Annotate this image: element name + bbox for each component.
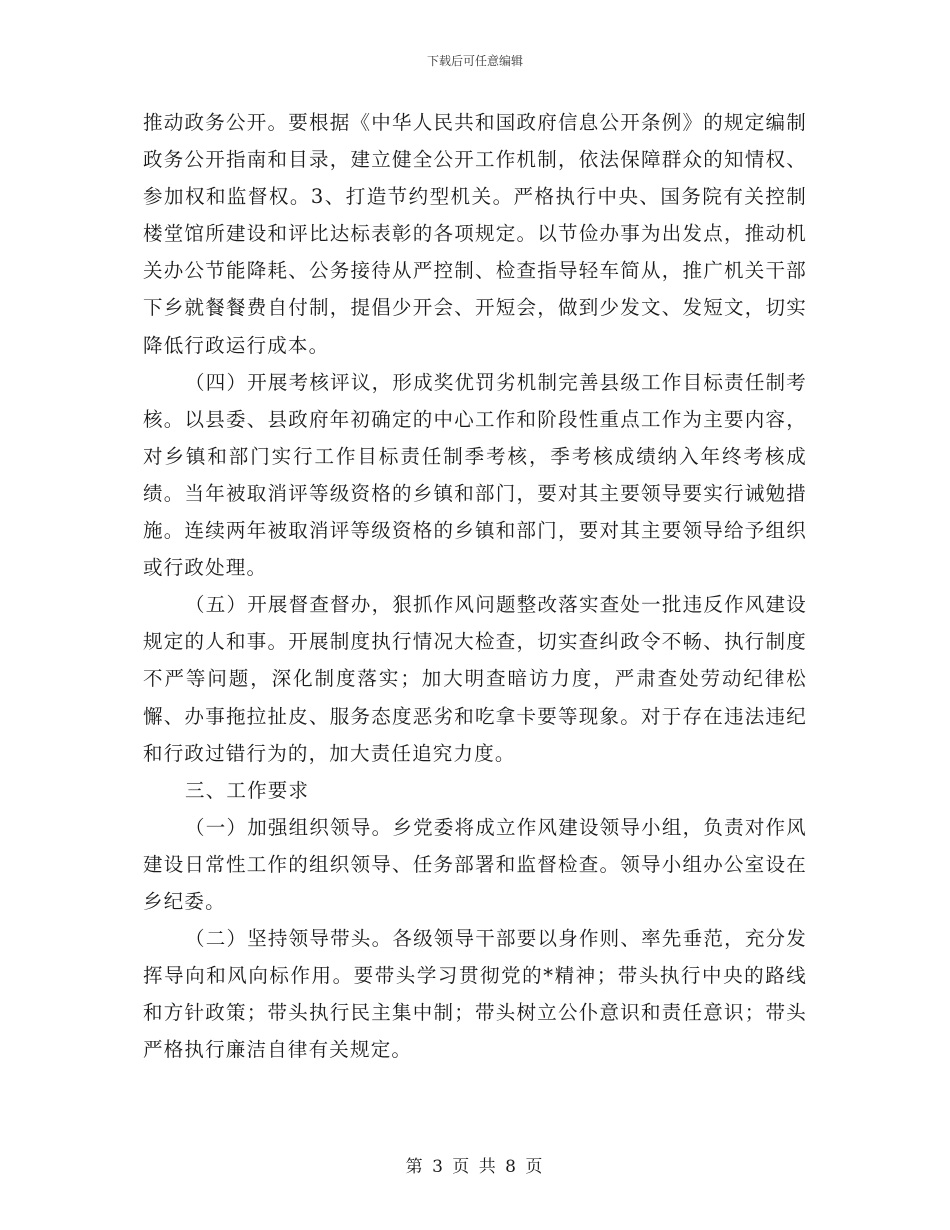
paragraph: （一）加强组织领导。乡党委将成立作风建设领导小组，负责对作风建设日常性工作的组织领导、任务部署和监督检查。领导小组办公室设在乡纪委。 xyxy=(143,815,807,913)
document-body xyxy=(143,104,807,1068)
page-number-footer: 第 3 页 共 8 页 xyxy=(405,1157,545,1177)
paragraph: （五）开展督查督办，狠抓作风问题整改落实查处一批违反作风建设规定的人和事。开展制度执行情况大检查，切实查纠政令不畅、执行制度不严等问题，深化制度落实；加大明查暗访力度，严肃查处劳动纪律松懈、办事拖拉扯皮、服务态度恶劣和吃拿卡要等现象。对于存在违法违纪和行政过错行为的，加大责任追究力度。 xyxy=(143,593,807,765)
paragraph: （四）开展考核评议，形成奖优罚劣机制完善县级工作目标责任制考核。以县委、县政府年初确定的中心工作和阶段性重点工作为主要内容，对乡镇和部门实行工作目标责任制季考核，季考核成绩纳入年终考核成绩。当年被取消评等级资格的乡镇和部门，要对其主要领导要实行诫勉措施。连续两年被取消评等级资格的乡镇和部门，要对其主要领导给予组织或行政处理。 xyxy=(143,370,807,580)
paragraph: （二）坚持领导带头。各级领导干部要以身作则、率先垂范，充分发挥导向和风向标作用。要带头学习贯彻党的*精神；带头执行中央的路线和方针政策；带头执行民主集中制；带头树立公仆意识和责任意识；带头严格执行廉洁自律有关规定。 xyxy=(143,927,807,1062)
paragraph: 推动政务公开。要根据《中华人民共和国政府信息公开条例》的规定编制政务公开指南和目录，建立健全公开工作机制，依法保障群众的知情权、参加权和监督权。3、打造节约型机关。严格执行中央、国务院有关控制楼堂馆所建设和评比达标表彰的各项规定。以节俭办事为出发点，推动机关办公节能降耗、公务接待从严控制、检查指导轻车简从，推广机关干部下乡就餐餐费自付制，提倡少开会、开短会，做到少发文、发短文，切实降低行政运行成本。 xyxy=(143,111,807,357)
page-header: 下载后可任意编辑 xyxy=(426,54,523,68)
section-heading: 三、工作要求 xyxy=(185,778,310,802)
